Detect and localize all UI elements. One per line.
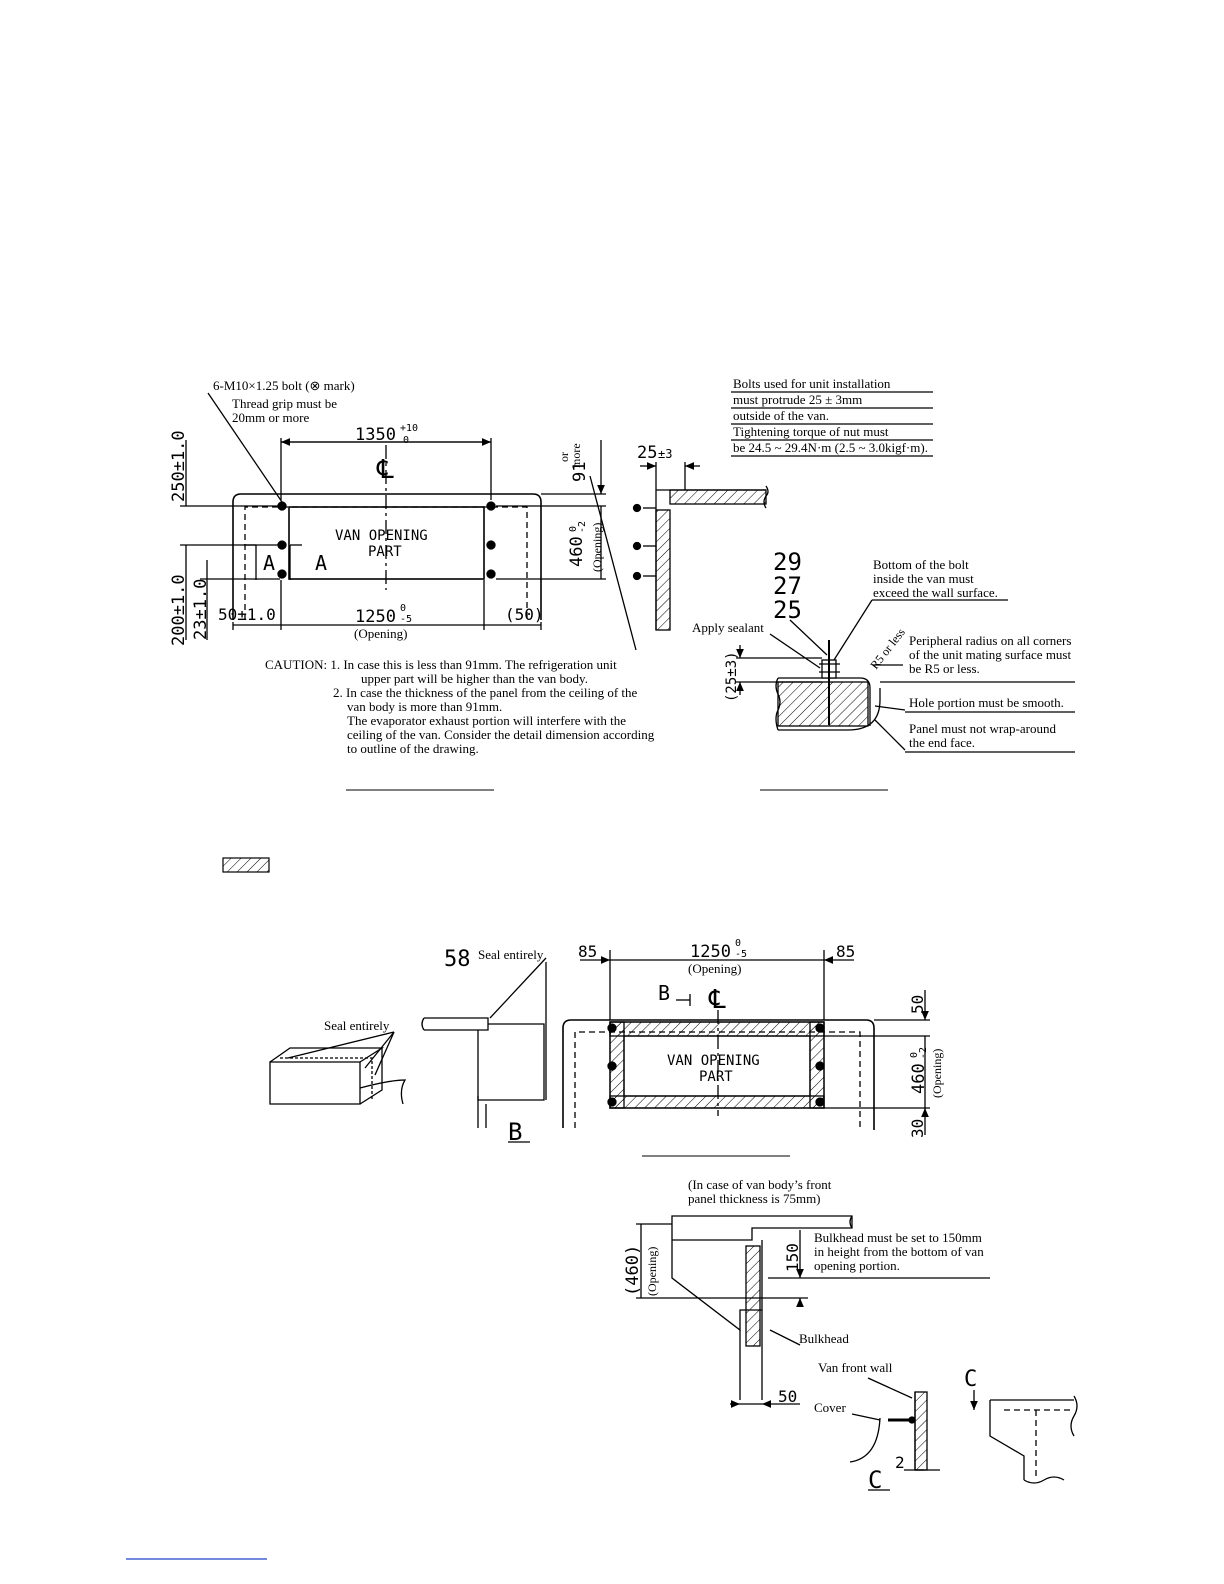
bottom-opening-label-v: (Opening)	[645, 1246, 659, 1296]
hole-smooth-text: Hole portion must be smooth.	[909, 695, 1064, 710]
dim-1250-tol-upper: 0	[400, 603, 407, 614]
mid-dim-1250-tol-lower: -5	[735, 949, 748, 960]
dim-25-side-tol: ±3	[658, 447, 673, 461]
mid-van-opening-text-2: PART	[699, 1069, 733, 1085]
dim-460-tol-upper: 0	[568, 525, 579, 532]
dim-1350: 1350	[355, 425, 396, 445]
bottom-dim-150: 150	[783, 1243, 802, 1272]
mid-dim-460-tol-lower: -2	[918, 1046, 929, 1059]
panel-wrap-text-1: Panel must not wrap-around	[909, 721, 1056, 736]
bolts-note-2: must protrude 25 ± 3mm	[733, 392, 863, 407]
seal-section-b	[422, 958, 546, 1142]
thread-grip-text-2: 20mm or more	[232, 410, 310, 425]
apply-sealant-text: Apply sealant	[692, 620, 764, 635]
bolt-spec-text: 6-M10×1.25 bolt (⊗ mark)	[213, 378, 355, 393]
caution-6: ceiling of the van. Consider the detail dimension according	[347, 727, 655, 742]
caution-7: to outline of the drawing.	[347, 741, 479, 756]
dim-25-side: 25	[637, 443, 658, 463]
caution-4: van body is more than 91mm.	[347, 699, 503, 714]
dim-58: 58	[444, 947, 471, 972]
dim-25-paren: (25±3)	[724, 651, 740, 702]
caution-2: upper part will be higher than the van body.	[361, 671, 588, 686]
bolts-note-3: outside of the van.	[733, 408, 830, 423]
cover-label: Cover	[814, 1400, 846, 1415]
caution-1: CAUTION: 1. In case this is less than 91mm. The refrigeration unit	[265, 657, 617, 672]
seal-entirely-text-2: Seal entirely	[324, 1018, 390, 1033]
bulkhead-text-3: opening portion.	[814, 1258, 900, 1273]
thread-grip-text-1: Thread grip must be	[232, 396, 338, 411]
dim-1350-tol-upper: +10	[400, 423, 419, 434]
top-opening-label-v: (Opening)	[590, 522, 604, 572]
case-text-1: (In case of van body’s front	[688, 1177, 832, 1192]
bottom-dim-2: 2	[895, 1453, 905, 1472]
van-front-wall-label: Van front wall	[818, 1360, 893, 1375]
bottom-bolt-text-3: exceed the wall surface.	[873, 585, 998, 600]
case-text-2: panel thickness is 75mm)	[688, 1191, 821, 1206]
mid-dim-460: 460	[909, 1063, 929, 1094]
section-c-arrow-label: C	[964, 1367, 978, 1392]
dim-91-more: more	[569, 443, 583, 468]
dim-50-paren: (50)	[505, 605, 544, 624]
bulkhead-text-2: in height from the bottom of van	[814, 1244, 984, 1259]
seal-entirely-text: Seal entirely	[478, 947, 544, 962]
peripheral-text-2: of the unit mating surface must	[909, 647, 1072, 662]
section-a-left: A	[263, 551, 276, 575]
top-opening-label: (Opening)	[354, 626, 408, 641]
seal-iso-view	[270, 1032, 405, 1104]
r5-text: R5 or less	[867, 625, 908, 672]
dim-25b: 25	[773, 596, 802, 624]
mid-dim-1250: 1250	[690, 942, 731, 962]
peripheral-text-1: Peripheral radius on all corners	[909, 633, 1072, 648]
bottom-dim-50: 50	[778, 1387, 798, 1406]
bulkhead-text-1: Bulkhead must be set to 150mm	[814, 1230, 982, 1245]
bolts-note-1: Bolts used for unit installation	[733, 376, 891, 391]
section-c-label: C	[868, 1466, 883, 1494]
dim-460: 460	[567, 536, 587, 567]
mid-opening-label-v: (Opening)	[930, 1048, 944, 1098]
peripheral-text-3: be R5 or less.	[909, 661, 980, 676]
mid-dim-460-tol-upper: 0	[909, 1051, 920, 1058]
dim-1350-tol-lower: 0	[403, 435, 410, 446]
dim-29: 29	[773, 548, 802, 576]
dim-50: 50±1.0	[218, 605, 276, 624]
bolts-note-4: Tightening torque of nut must	[733, 424, 889, 439]
mid-centerline: ℄	[709, 985, 726, 1015]
top-centerline: ℄	[377, 455, 394, 485]
van-opening-text-2: PART	[368, 544, 402, 560]
dim-23: 23±1.0	[191, 578, 211, 640]
dim-1250: 1250	[355, 607, 396, 627]
bolts-side	[634, 505, 657, 580]
bottom-bolt-text-1: Bottom of the bolt	[873, 557, 969, 572]
mid-van-opening-text-1: VAN OPENING	[667, 1053, 760, 1069]
section-b-mark: B	[658, 981, 671, 1005]
bottom-dim-460: (460)	[623, 1244, 643, 1296]
dim-91-or: or	[557, 452, 571, 462]
bolts-note-5: be 24.5 ~ 29.4N·m (2.5 ~ 3.0kigf·m).	[733, 440, 928, 455]
bulkhead-label: Bulkhead	[799, 1331, 849, 1346]
mid-dim-1250-tol-upper: 0	[735, 938, 742, 949]
van-opening-text-1: VAN OPENING	[335, 528, 428, 544]
dim-91: 91	[570, 461, 590, 482]
dim-85-left: 85	[578, 942, 598, 961]
hatch-legend-swatch	[223, 858, 269, 872]
dim-85-right: 85	[836, 942, 856, 961]
caution-3: 2. In case the thickness of the panel from the ceiling of the	[333, 685, 638, 700]
bottom-bolt-text-2: inside the van must	[873, 571, 974, 586]
dim-1250-tol-lower: -5	[400, 614, 413, 625]
section-b-label: B	[508, 1118, 523, 1146]
mid-dim-30: 30	[908, 1118, 927, 1138]
dim-27: 27	[773, 572, 802, 600]
dim-250: 250±1.0	[169, 430, 189, 502]
mid-opening-label: (Opening)	[688, 961, 742, 976]
caution-5: The evaporator exhaust portion will interfere with the	[347, 713, 627, 728]
dim-460-tol-lower: -2	[577, 520, 588, 533]
section-a-right: A	[315, 551, 328, 575]
mid-dim-50: 50	[908, 994, 927, 1014]
panel-wrap-text-2: the end face.	[909, 735, 976, 750]
dim-200: 200±1.0	[169, 574, 189, 646]
